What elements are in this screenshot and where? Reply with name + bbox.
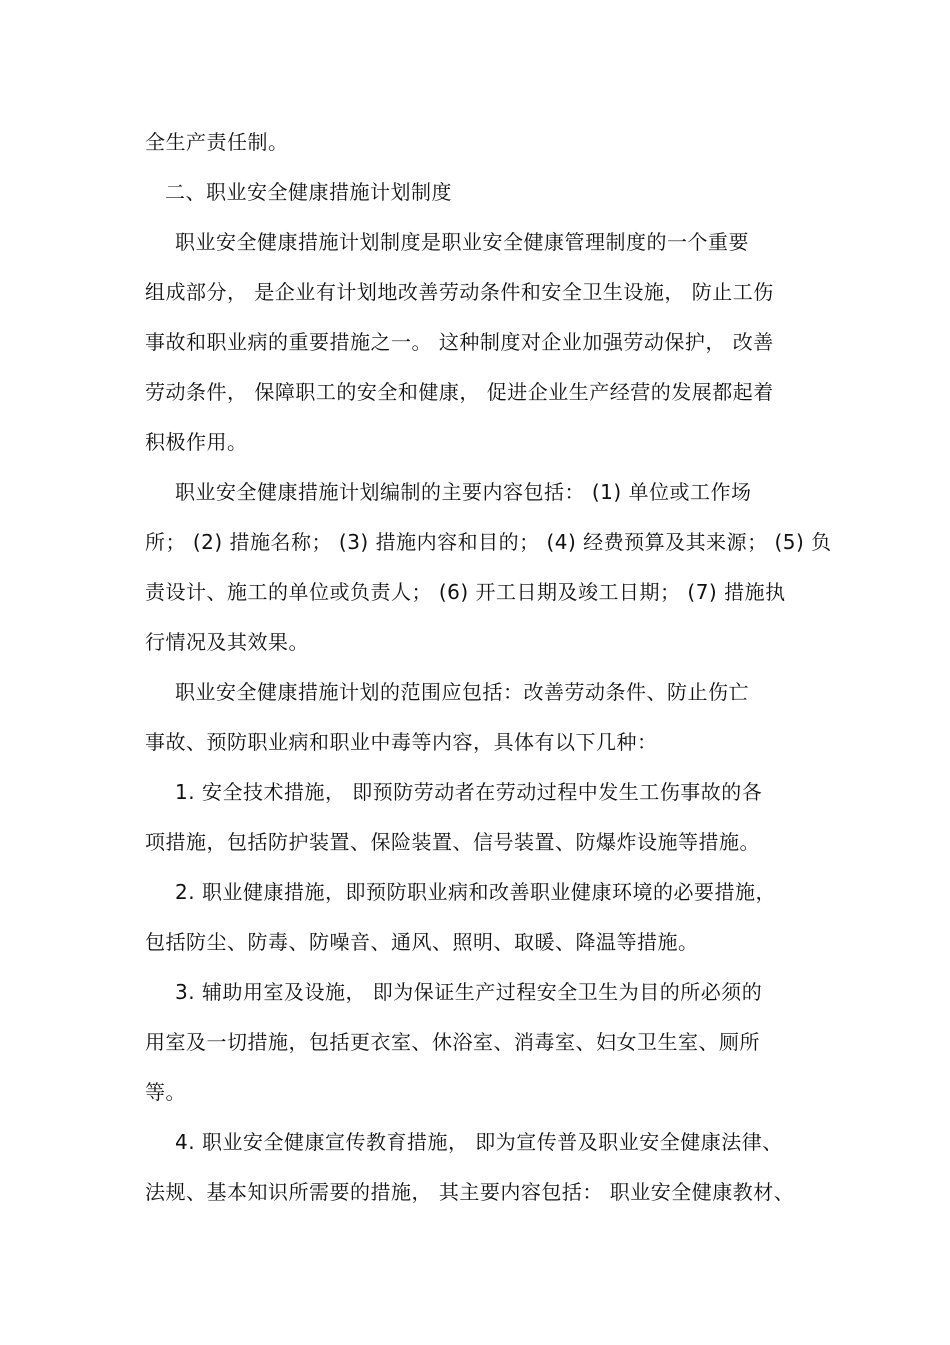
text-line: 劳动条件， 保障职工的安全和健康， 促进企业生产经营的发展都起着: [145, 380, 774, 404]
list-item-4: 4. 职业安全健康宣传教育措施， 即为宣传普及职业安全健康法律、: [175, 1130, 783, 1154]
list-item-1: 1. 安全技术措施， 即预防劳动者在劳动过程中发生工伤事故的各: [175, 780, 763, 804]
text-line: 法规、基本知识所需要的措施， 其主要内容包括： 职业安全健康教材、: [145, 1180, 795, 1204]
text-line: 责设计、施工的单位或负责人； (6) 开工日期及竣工日期； (7) 措施执: [145, 580, 786, 604]
text-line: 包括防尘、防毒、防噪音、通风、照明、取暖、降温等措施。: [145, 930, 699, 954]
text-line: 事故、预防职业病和职业中毒等内容，具体有以下几种：: [145, 730, 658, 754]
text-line: 组成部分， 是企业有计划地改善劳动条件和安全卫生设施， 防止工伤: [145, 280, 774, 304]
text-line: 职业安全健康措施计划制度是职业安全健康管理制度的一个重要: [175, 230, 749, 254]
text-line: 等。: [145, 1080, 186, 1104]
text-line: 项措施，包括防护装置、保险装置、信号装置、防爆炸设施等措施。: [145, 830, 760, 854]
text-line: 职业安全健康措施计划编制的主要内容包括： (1) 单位或工作场: [175, 480, 752, 504]
text-line: 用室及一切措施，包括更衣室、休浴室、消毒室、妇女卫生室、厕所: [145, 1030, 760, 1054]
text-line: 全生产责任制。: [145, 130, 289, 154]
text-line: 行情况及其效果。: [145, 630, 309, 654]
text-line: 事故和职业病的重要措施之一。 这种制度对企业加强劳动保护， 改善: [145, 330, 774, 354]
text-line: 积极作用。: [145, 430, 248, 454]
list-item-2: 2. 职业健康措施，即预防职业病和改善职业健康环境的必要措施，: [175, 880, 776, 904]
text-line: 职业安全健康措施计划的范围应包括：改善劳动条件、防止伤亡: [175, 680, 749, 704]
section-heading: 二、职业安全健康措施计划制度: [165, 180, 452, 204]
list-item-3: 3. 辅助用室及设施， 即为保证生产过程安全卫生为目的所必须的: [175, 980, 763, 1004]
text-line: 所； (2) 措施名称； (3) 措施内容和目的； (4) 经费预算及其来源； (5) 负: [145, 530, 832, 554]
